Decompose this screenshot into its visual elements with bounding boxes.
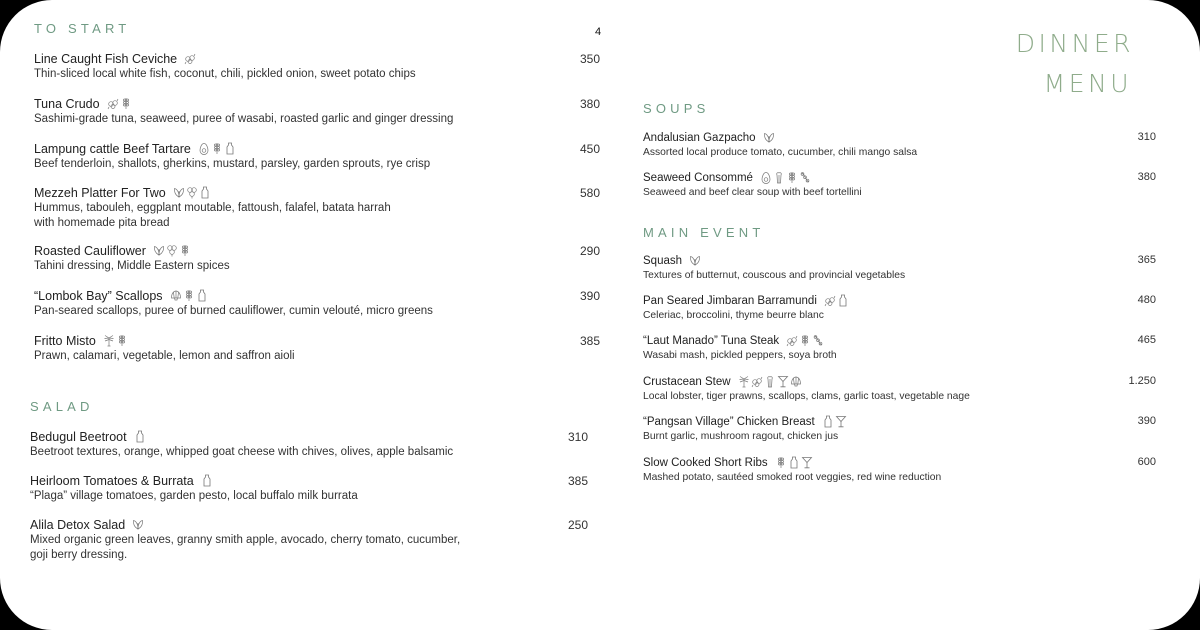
menu-item-name: Seaweed Consommé <box>643 171 753 184</box>
allergen-icons <box>134 430 146 443</box>
menu-item-header <box>34 333 295 348</box>
menu-item-header <box>643 253 905 268</box>
menu-item-description: Hummus, tabouleh, eggplant moutable, fattoush, falafel, batata harrah <box>34 202 391 214</box>
gluten-icon <box>183 289 195 302</box>
menu-item-description: Seaweed and beef clear soup with beef tortellini <box>643 187 862 198</box>
shellfish-icon <box>170 289 182 302</box>
menu-item-header <box>34 243 230 258</box>
menu-item-header <box>643 333 837 348</box>
menu-item-price: 350 <box>579 52 600 66</box>
menu-item-header <box>30 473 358 488</box>
gluten-icon <box>799 334 811 347</box>
menu-item <box>34 185 391 230</box>
allergen-icons <box>689 254 701 267</box>
gluten-icon <box>775 456 787 469</box>
menu-item-price: 1.250 <box>1128 375 1156 387</box>
allergen-icons <box>184 52 196 65</box>
menu-item-header <box>643 374 970 389</box>
menu-item-name: Roasted Cauliflower <box>34 243 146 258</box>
menu-item-name: Andalusian Gazpacho <box>643 131 756 144</box>
menu-item-header <box>643 414 847 429</box>
menu-item-name: Slow Cooked Short Ribs <box>643 456 768 469</box>
title-line-dinner: DINNER <box>1015 29 1134 58</box>
dairy-icon <box>199 186 211 199</box>
menu-item <box>643 253 905 282</box>
gluten-icon <box>116 334 128 347</box>
seafood-icon <box>786 334 798 347</box>
menu-item-price: 390 <box>579 289 600 303</box>
menu-item-description: Textures of butternut, couscous and provincial vegetables <box>643 270 906 281</box>
seafood-icon <box>184 52 196 65</box>
menu-item-name: Bedugul Beetroot <box>30 429 127 444</box>
allergen-icons <box>153 244 191 257</box>
menu-item-header <box>643 293 849 308</box>
menu-item-description: Pan-seared scallops, puree of burned cauliflower, cumin velouté, micro greens <box>34 305 433 317</box>
soy-icon <box>812 334 824 347</box>
menu-item-description: Sashimi-grade tuna, seaweed, puree of wasabi, roasted garlic and ginger dressing <box>34 113 454 125</box>
menu-item-price: 290 <box>579 244 600 258</box>
menu-item-name: Lampung cattle Beef Tartare <box>34 141 191 156</box>
menu-item-price: 390 <box>1137 415 1156 427</box>
page-title <box>1016 24 1134 104</box>
menu-item <box>643 374 970 403</box>
menu-item-name: “Lombok Bay” Scallops <box>34 288 163 303</box>
soy-icon <box>799 171 811 184</box>
dairy-icon <box>822 415 834 428</box>
allergen-icons <box>763 131 775 144</box>
section-heading-salad: SALAD <box>30 399 94 414</box>
allergen-icons <box>173 186 211 199</box>
menu-item <box>643 414 847 443</box>
menu-item-price: 250 <box>567 518 588 532</box>
menu-item-name: “Pangsan Village” Chicken Breast <box>643 415 815 428</box>
menu-item-price: 380 <box>1137 171 1156 183</box>
menu-item-name: Tuna Crudo <box>34 96 100 111</box>
menu-item-description: Mashed potato, sautéed smoked root veggies, red wine reduction <box>643 472 942 483</box>
gluten-icon <box>120 97 132 110</box>
menu-item-price: 480 <box>1137 294 1156 306</box>
celery-icon <box>773 171 785 184</box>
vegetarian-icon <box>153 244 165 257</box>
alcohol-icon <box>835 415 847 428</box>
egg-icon <box>760 171 772 184</box>
menu-item-description: Beetroot textures, orange, whipped goat cheese with chives, olives, apple balsamic <box>30 446 454 458</box>
vegetarian-icon <box>689 254 701 267</box>
menu-item-name: Heirloom Tomatoes & Burrata <box>30 473 194 488</box>
title-line-menu: MENU <box>1043 69 1132 98</box>
section-heading-soups: SOUPS <box>643 101 710 116</box>
vegetarian-icon <box>763 131 775 144</box>
menu-item-price: 450 <box>579 142 600 156</box>
menu-item-header <box>34 185 391 200</box>
allergen-icons <box>132 518 144 531</box>
section-heading-to-start: TO START <box>34 21 131 36</box>
nuts-icon <box>166 244 178 257</box>
allergen-icons <box>170 289 208 302</box>
dairy-icon <box>196 289 208 302</box>
menu-item <box>30 517 460 562</box>
menu-item-price: 465 <box>1137 334 1156 346</box>
gluten-icon <box>786 171 798 184</box>
menu-item-price: 600 <box>1137 456 1156 468</box>
allergen-icons <box>824 294 849 307</box>
menu-item <box>34 96 453 126</box>
menu-item-header <box>30 429 453 444</box>
menu-item <box>643 293 849 322</box>
dairy-icon <box>134 430 146 443</box>
menu-item <box>34 51 416 81</box>
menu-item-price: 580 <box>579 186 600 200</box>
menu-item-description: Prawn, calamari, vegetable, lemon and saffron aioli <box>34 350 295 362</box>
crustacean-icon <box>103 334 115 347</box>
menu-item <box>643 170 862 199</box>
menu-item <box>643 455 941 484</box>
menu-item-price: 310 <box>1137 131 1156 143</box>
menu-item-header <box>34 141 430 156</box>
menu-item-price: 310 <box>567 430 588 444</box>
menu-item <box>34 141 430 171</box>
shellfish-icon <box>790 375 802 388</box>
nuts-icon <box>186 186 198 199</box>
menu-item-description: with homemade pita bread <box>34 217 170 229</box>
egg-icon <box>198 142 210 155</box>
allergen-icons <box>107 97 132 110</box>
menu-item-price: 385 <box>567 474 588 488</box>
menu-item-description: Thin-sliced local white fish, coconut, chili, pickled onion, sweet potato chips <box>34 68 416 80</box>
dairy-icon <box>201 474 213 487</box>
gluten-icon <box>211 142 223 155</box>
menu-item-description: Burnt garlic, mushroom ragout, chicken jus <box>643 431 839 442</box>
alcohol-icon <box>801 456 813 469</box>
menu-item <box>34 243 230 273</box>
menu-item-header <box>34 96 453 111</box>
menu-item-name: Alila Detox Salad <box>30 517 126 532</box>
menu-item <box>30 473 358 503</box>
section-heading-main-event: MAIN EVENT <box>643 225 765 240</box>
menu-item-description: Celeriac, broccolini, thyme beurre blanc <box>643 310 824 321</box>
allergen-icons <box>738 375 802 388</box>
menu-item-name: Fritto Misto <box>34 333 96 348</box>
page-number: 4 <box>595 26 602 38</box>
menu-item-name: Squash <box>643 254 683 267</box>
dairy-icon <box>788 456 800 469</box>
vegetarian-icon <box>132 518 144 531</box>
crustacean-icon <box>738 375 750 388</box>
dairy-icon <box>837 294 849 307</box>
allergen-icons <box>103 334 128 347</box>
menu-item-header <box>34 51 416 66</box>
menu-item-price: 380 <box>579 97 600 111</box>
menu-item <box>643 130 917 159</box>
allergen-icons <box>760 171 811 184</box>
menu-item-description: Mixed organic green leaves, granny smith apple, avocado, cherry tomato, cucumber, <box>30 534 461 546</box>
dairy-icon <box>224 142 236 155</box>
menu-item-name: “Laut Manado” Tuna Steak <box>643 334 780 347</box>
menu-item-header <box>34 288 433 303</box>
menu-item <box>30 429 453 459</box>
menu-item-header <box>643 455 941 470</box>
gluten-icon <box>179 244 191 257</box>
menu-item-name: Line Caught Fish Ceviche <box>34 51 178 66</box>
celery-icon <box>764 375 776 388</box>
menu-item-price: 365 <box>1137 254 1156 266</box>
menu-item <box>643 333 837 362</box>
menu-item-header <box>30 517 460 532</box>
menu-item <box>34 333 295 363</box>
menu-item-description: Local lobster, tiger prawns, scallops, clams, garlic toast, vegetable nage <box>643 391 970 402</box>
alcohol-icon <box>777 375 789 388</box>
menu-item-header <box>643 170 862 185</box>
menu-item-description: Beef tenderloin, shallots, gherkins, mustard, parsley, garden sprouts, rye crisp <box>34 158 431 170</box>
vegetarian-icon <box>173 186 185 199</box>
menu-item <box>34 288 433 318</box>
menu-item-description: Assorted local produce tomato, cucumber, chili mango salsa <box>643 147 918 158</box>
menu-item-price: 385 <box>579 334 600 348</box>
allergen-icons <box>201 474 213 487</box>
menu-item-header <box>643 130 917 145</box>
allergen-icons <box>786 334 824 347</box>
menu-item-description: goji berry dressing. <box>30 549 128 561</box>
menu-item-name: Pan Seared Jimbaran Barramundi <box>643 294 817 307</box>
allergen-icons <box>198 142 236 155</box>
menu-item-name: Mezzeh Platter For Two <box>34 185 166 200</box>
menu-item-description: “Plaga” village tomatoes, garden pesto, local buffalo milk burrata <box>30 490 358 502</box>
seafood-icon <box>751 375 763 388</box>
seafood-icon <box>107 97 119 110</box>
allergen-icons <box>775 456 813 469</box>
menu-item-name: Crustacean Stew <box>643 375 731 388</box>
menu-item-description: Tahini dressing, Middle Eastern spices <box>34 260 230 272</box>
seafood-icon <box>824 294 836 307</box>
menu-item-description: Wasabi mash, pickled peppers, soya broth <box>643 350 837 361</box>
allergen-icons <box>822 415 847 428</box>
